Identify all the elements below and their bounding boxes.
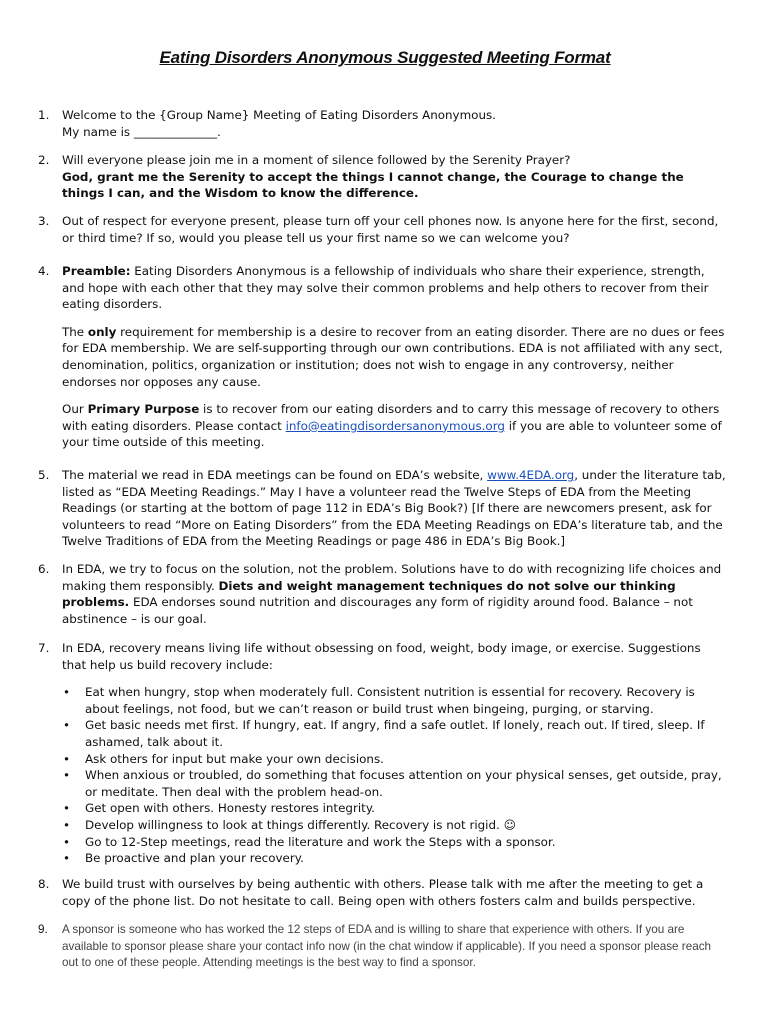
name-line: My name is ______________.: [62, 124, 221, 139]
list-item-4: [38, 263, 728, 451]
list-item-6: [38, 561, 728, 627]
recovery-intro: In EDA, recovery means living life without obsessing on food, weight, body image, or exercise. Suggestions that help us build recovery include:: [62, 641, 701, 672]
item-number: 3.: [38, 214, 50, 228]
solution-paragraph: In EDA, we try to focus on the solution, not the problem. Solutions have to do with recognizing life choices and making them responsibly. Diets and weight management techniques do not solve our thinking problems. EDA endorses sound nutrition and discourages any form of rigidity around food. Balance – not abstinence – is our goal.: [62, 562, 722, 626]
cell-phones-text: Out of respect for everyone present, please turn off your cell phones now. Is anyone here for the first, second, or third time? If so, would you please tell us your first name so we can welcome you?: [62, 214, 719, 245]
item-number: 4.: [38, 264, 50, 278]
preamble-label: Preamble:: [62, 264, 131, 278]
item-number: 1.: [38, 108, 50, 122]
item-number: 6.: [38, 562, 50, 576]
welcome-text: Welcome to the {Group Name} Meeting of Eating Disorders Anonymous.: [62, 108, 496, 122]
suggestions-list: [62, 684, 728, 867]
preamble-paragraph: Preamble: Eating Disorders Anonymous is a fellowship of individuals who share their experience, strength, and hope with each other that they may solve their common problems and help others to recover from their eating disorders.: [62, 264, 709, 312]
list-item: • Develop willingness to look at things differently. Recovery is not rigid. ☺: [63, 817, 516, 832]
bullet-icon: •: [63, 801, 71, 816]
literature-paragraph: The material we read in EDA meetings can be found on EDA’s website, www.4EDA.org, under the literature tab, listed as “EDA Meeting Readings.” May I have a volunteer read the Twelve Steps of EDA from the Meeting Readings (or starting at the bottom of page 112 in EDA’s Big Book?) [If there are newcomers present, ask for volunteers to read “More on Eating Disorders” from the EDA Meeting Readings on EDA’s literature tab, and the Twelve Traditions of EDA from the Meeting Readings or page 486 in EDA’s Big Book.]: [62, 468, 726, 549]
item-number: 5.: [38, 468, 50, 482]
bullet-icon: •: [63, 685, 71, 700]
item-number: 9.: [38, 923, 48, 936]
item-number: 7.: [38, 641, 50, 655]
silence-text: Will everyone please join me in a moment of silence followed by the Serenity Prayer?: [62, 153, 571, 167]
list-item-9: [38, 922, 728, 972]
bullet-icon: •: [63, 751, 71, 766]
item-number: 2.: [38, 153, 50, 167]
primary-purpose-paragraph: Our Primary Purpose is to recover from our eating disorders and to carry this message of recovery to others with eating disorders. Please contact info@eatingdisordersanonymous.org if you are able to volunteer some of your time outside of this meeting.: [62, 402, 722, 450]
list-item: • Get basic needs met first. If hungry, eat. If angry, find a safe outlet. If lonely, reach out. If tired, sleep. If ashamed, talk about it.: [63, 718, 705, 749]
bullet-icon: •: [63, 768, 71, 783]
list-item: • When anxious or troubled, do something that focuses attention on your physical senses, get outside, pray, or meditate. Then deal with the problem head-on.: [63, 768, 722, 799]
list-item: • Eat when hungry, stop when moderately full. Consistent nutrition is essential for recovery. Recovery is about feelings, not food, but we can’t reason or build trust when bingeing, purging, or starving.: [63, 685, 695, 716]
list-item: • Ask others for input but make your own decisions.: [63, 751, 384, 766]
list-item-2: [38, 152, 728, 202]
bullet-icon: •: [63, 851, 71, 866]
email-link[interactable]: info@eatingdisordersanonymous.org: [285, 418, 505, 433]
list-item-5: [38, 467, 728, 550]
list-item: • Get open with others. Honesty restores integrity.: [63, 801, 375, 816]
bullet-icon: •: [63, 817, 71, 832]
list-item: • Be proactive and plan your recovery.: [63, 851, 304, 866]
item-number: 8.: [38, 877, 50, 891]
list-item-3: [38, 213, 728, 246]
list-item-1: [38, 107, 728, 140]
bullet-icon: •: [63, 718, 71, 733]
list-item-7: [38, 640, 728, 867]
sponsor-paragraph: A sponsor is someone who has worked the 12 steps of EDA and is willing to share that experience with others. If you are available to sponsor please share your contact info now (in the chat window if applicable). If you need a sponsor please reach out to one of these people. Attending meetings is the best way to find a sponsor.: [62, 923, 712, 970]
list-item: • Go to 12-Step meetings, read the literature and work the Steps with a sponsor.: [63, 834, 556, 849]
page-title: Eating Disorders Anonymous Suggested Meeting Format: [159, 48, 611, 67]
list-item-8: [38, 876, 728, 909]
trust-paragraph: We build trust with ourselves by being authentic with others. Please talk with me after the meeting to get a copy of the phone list. Do not hesitate to call. Being open with others fosters calm and builds perspective.: [62, 877, 704, 908]
serenity-prayer: God, grant me the Serenity to accept the things I cannot change, the Courage to change the things I can, and the Wisdom to know the difference.: [62, 169, 684, 201]
membership-paragraph: The only requirement for membership is a desire to recover from an eating disorder. There are no dues or fees for EDA membership. We are self-supporting through our own contributions. EDA is not affiliated with any sect, denomination, politics, organization or institution; does not wish to engage in any controversy, neither endorses nor opposes any cause.: [62, 324, 725, 389]
website-link[interactable]: www.4EDA.org: [487, 468, 575, 482]
bullet-icon: •: [63, 834, 71, 849]
